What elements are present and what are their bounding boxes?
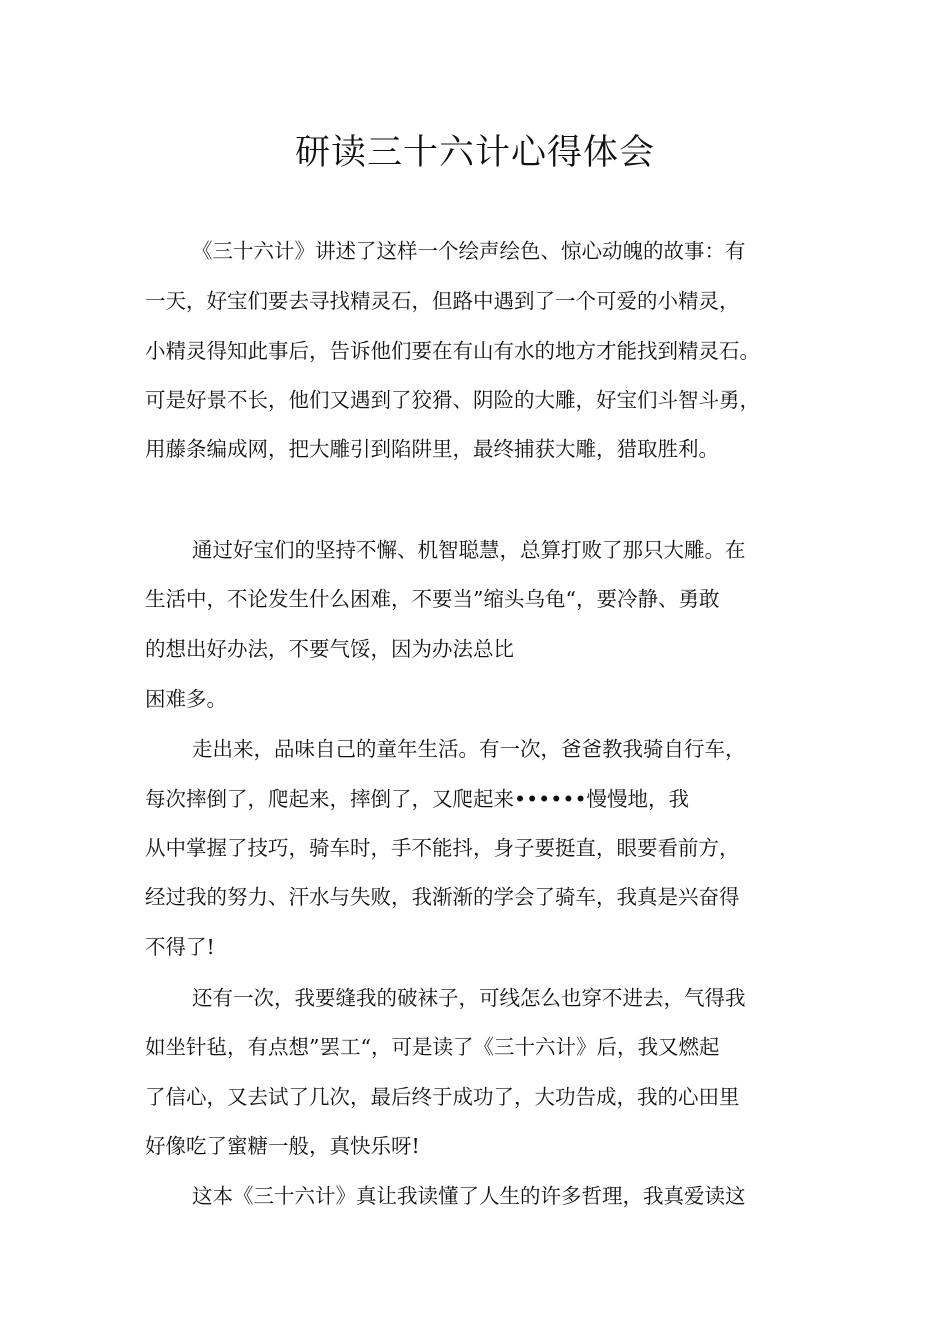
paragraph-line: 这本《三十六计》真让我读懂了人生的许多哲理，我真爱读这 <box>192 1184 746 1208</box>
paragraph-line: 生活中，不论发生什么困难，不要当”缩头乌龟“，要冷静、勇敢 <box>145 587 720 611</box>
paragraph-line: 每次摔倒了，爬起来，摔倒了，又爬起来••••••慢慢地，我 <box>145 787 690 811</box>
paragraph-line: 不得了! <box>145 935 215 959</box>
paragraph-line: 《三十六计》讲述了这样一个绘声绘色、惊心动魄的故事：有 <box>192 239 746 263</box>
paragraph-line: 如坐针毡，有点想”罢工“，可是读了《三十六计》后，我又燃起 <box>145 1035 720 1059</box>
paragraph-line: 困难多。 <box>145 687 227 711</box>
paragraph-line: 从中掌握了技巧，骑车时，手不能抖，身子要挺直，眼要看前方， <box>145 836 740 860</box>
paragraph-line: 一天，好宝们要去寻找精灵石，但路中遇到了一个可爱的小精灵， <box>145 289 740 313</box>
paragraph-line: 了信心，又去试了几次，最后终于成功了，大功告成，我的心田里 <box>145 1085 740 1109</box>
paragraph-line: 好像吃了蜜糖一般，真快乐呀! <box>145 1134 420 1158</box>
paragraph-line: 可是好景不长，他们又遇到了狡猾、阴险的大雕，好宝们斗智斗勇， <box>145 388 760 412</box>
paragraph-line: 用藤条编成网，把大雕引到陷阱里，最终捕获大雕，猎取胜利。 <box>145 437 719 461</box>
paragraph-line: 的想出好办法，不要气馁，因为办法总比 <box>145 637 514 661</box>
paragraph-line: 还有一次，我要缝我的破袜子，可线怎么也穿不进去，气得我 <box>192 986 746 1010</box>
paragraph-line: 通过好宝们的坚持不懈、机智聪慧，总算打败了那只大雕。在 <box>192 538 746 562</box>
paragraph-line: 走出来，品味自己的童年生活。有一次，爸爸教我骑自行车， <box>192 737 746 761</box>
paragraph-line: 经过我的努力、汗水与失败，我渐渐的学会了骑车，我真是兴奋得 <box>145 885 740 909</box>
document-title: 研读三十六计心得体会 <box>294 133 655 173</box>
paragraph-line: 小精灵得知此事后，告诉他们要在有山有水的地方才能找到精灵石。 <box>145 339 760 363</box>
